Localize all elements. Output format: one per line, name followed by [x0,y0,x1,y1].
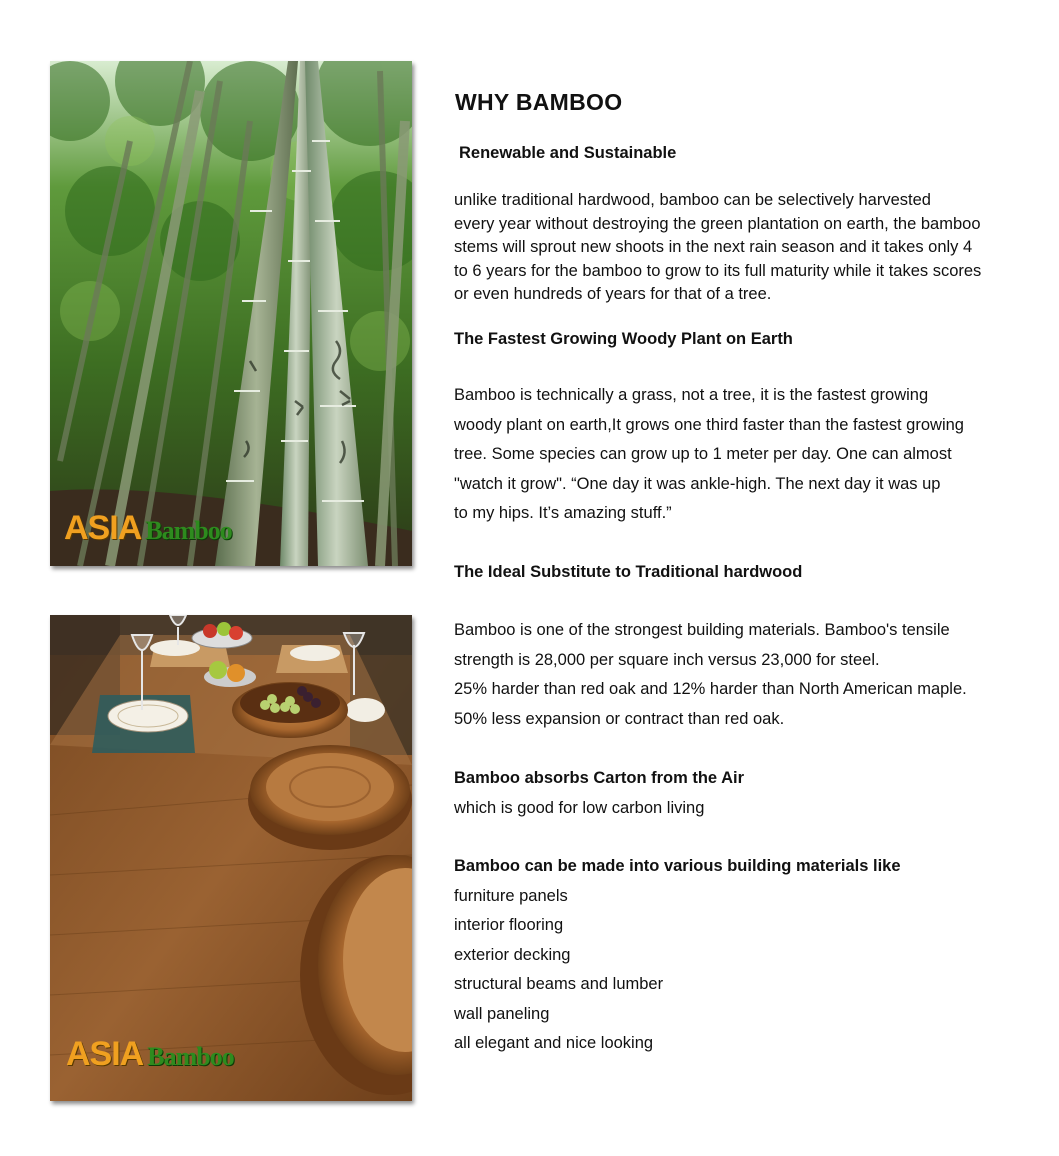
text-line: 25% harder than red oak and 12% harder than North American maple. [454,680,967,698]
paragraph-substitute [454,616,1034,734]
bamboo-table-photo [50,615,412,1101]
heading-materials: Bamboo can be made into various building materials like [454,857,901,875]
logo-asia-text: ASIA [64,509,142,547]
heading-substitute: The Ideal Substitute to Traditional hardwood [454,563,803,581]
list-item: furniture panels [454,886,568,905]
paragraph-carbon [454,764,1034,823]
logo-bamboo-text: Bamboo [145,516,232,545]
text-line: stems will sprout new shoots in the next rain season and it takes only 4 [454,238,973,256]
text-line: or even hundreds of years for that of a tree. [454,285,772,303]
text-line: Bamboo is one of the strongest building materials. Bamboo's tensile [454,621,950,639]
asia-bamboo-logo-2 [66,1035,234,1074]
list-item: interior flooring [454,916,564,934]
text-line: which is good for low carbon living [454,798,705,817]
list-item: exterior decking [454,945,571,964]
bamboo-forest-photo [50,61,412,566]
text-line: 50% less expansion or contract than red oak. [454,709,785,728]
paragraph-materials [454,852,1034,1059]
text-line: strength is 28,000 per square inch versus 23,000 for steel. [454,650,880,669]
text-line: "watch it grow". “One day it was ankle-high. The next day it was up [454,474,941,493]
text-line: to my hips. It’s amazing stuff.” [454,504,672,522]
paragraph-renewable [454,189,1034,307]
text-line: every year without destroying the green plantation on earth, the bamboo [454,214,981,233]
text-line: woody plant on earth,It grows one third faster than the fastest growing [454,415,964,434]
logo-asia-text-2: ASIA [66,1035,144,1073]
paragraph-fastest [454,381,1034,529]
text-line: unlike traditional hardwood, bamboo can be selectively harvested [454,191,931,209]
page-title: WHY BAMBOO [455,89,623,115]
list-item: all elegant and nice looking [454,1034,654,1052]
heading-carbon: Bamboo absorbs Carton from the Air [454,769,744,787]
heading-renewable: Renewable and Sustainable [459,144,677,162]
text-line: tree. Some species can grow up to 1 meter per day. One can almost [454,445,952,463]
heading-fastest: The Fastest Growing Woody Plant on Earth [454,330,793,348]
logo-bamboo-text-2: Bamboo [147,1042,234,1071]
asia-bamboo-logo [64,509,232,548]
text-line: to 6 years for the bamboo to grow to its full maturity while it takes scores [454,261,982,280]
list-item: wall paneling [454,1004,550,1023]
list-item: structural beams and lumber [454,975,664,993]
text-line: Bamboo is technically a grass, not a tree, it is the fastest growing [454,386,929,404]
